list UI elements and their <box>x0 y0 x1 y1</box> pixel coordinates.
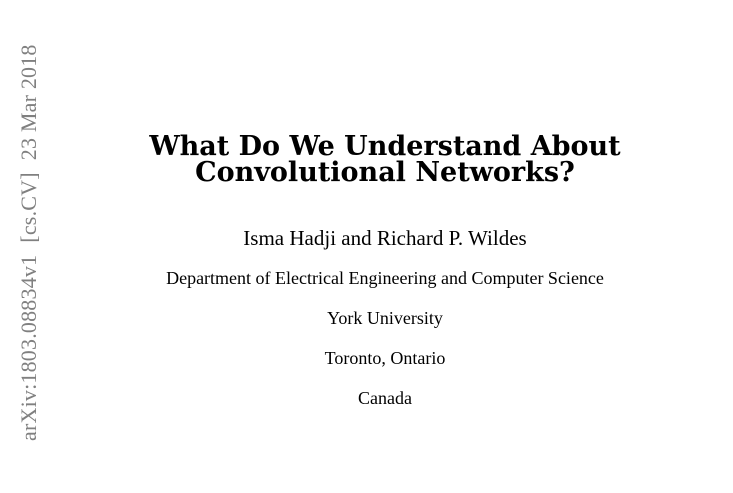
affiliation-university: York University <box>327 308 443 328</box>
affiliation-city: Toronto, Ontario <box>324 348 446 368</box>
affiliation-department: Department of Electrical Engineering and Computer Science <box>166 268 604 288</box>
title-page <box>60 0 733 493</box>
author-list: Isma Hadji and Richard P. Wildes <box>243 226 527 250</box>
affiliation-country: Canada <box>358 388 412 408</box>
arxiv-date: 23 Mar 2018 <box>16 44 41 161</box>
paper-title <box>60 131 710 188</box>
title-line-2: Convolutional Networks? <box>195 157 575 188</box>
title-line-1: What Do We Understand About <box>149 131 621 162</box>
arxiv-stamp <box>16 44 42 441</box>
arxiv-category: [cs.CV] <box>16 172 41 243</box>
arxiv-identifier: arXiv:1803.08834v1 <box>16 254 41 441</box>
